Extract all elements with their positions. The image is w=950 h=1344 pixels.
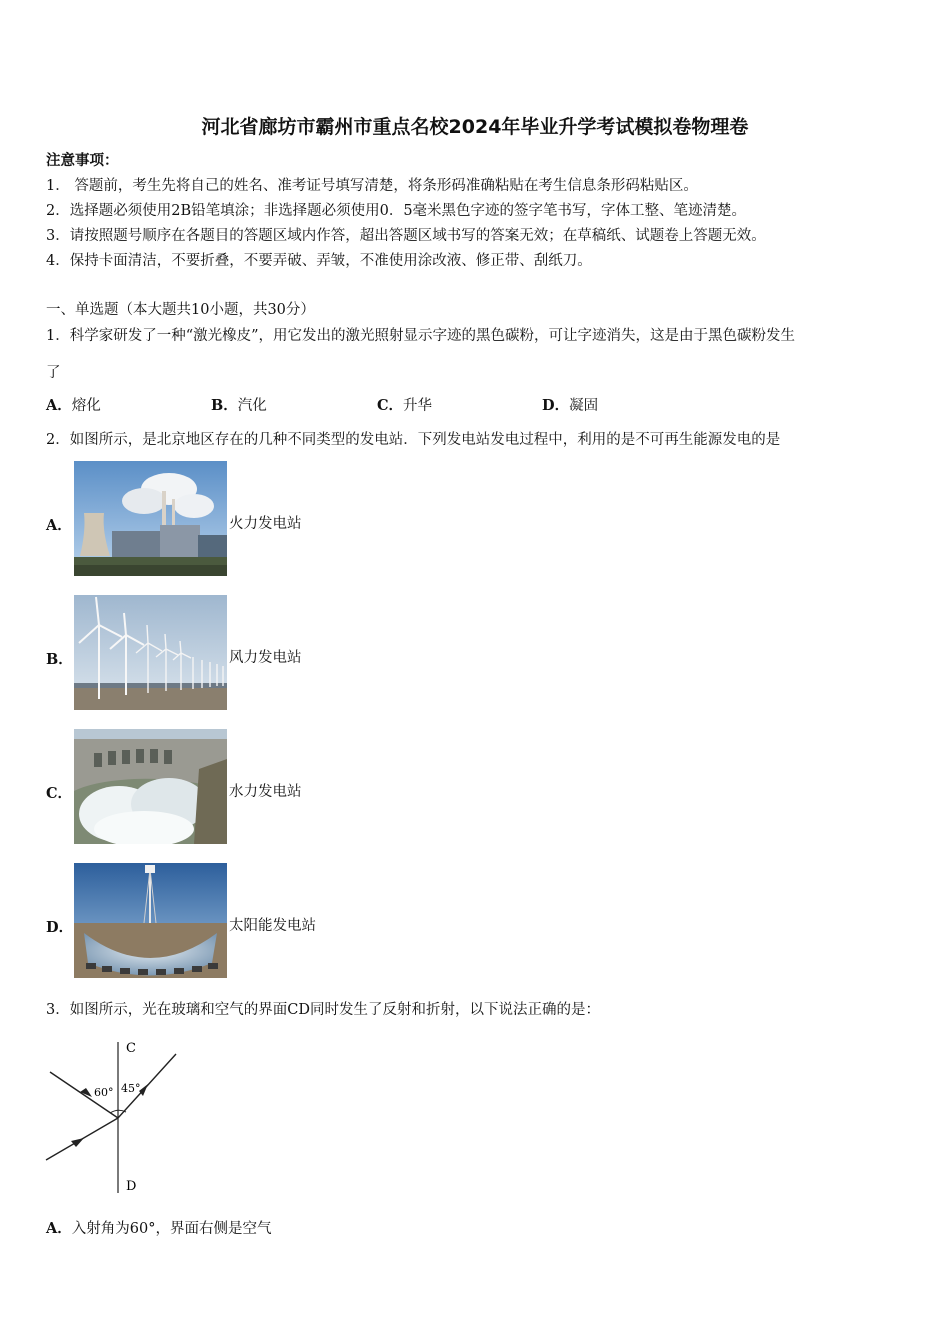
option-label: A． [46, 1220, 72, 1237]
refraction-diagram [40, 1038, 190, 1198]
option-label: C． [377, 397, 404, 414]
q2-option-d-label: D． [46, 919, 74, 936]
notice-item-1: 1． 答题前，考生先将自己的姓名、准考证号填写清楚，将条形码准确粘贴在考生信息条形码粘贴区。 [46, 178, 698, 194]
wind-power-photo [74, 595, 227, 710]
angle-60-label: 60° [94, 1086, 114, 1099]
angle-45-label: 45° [121, 1082, 141, 1095]
q2-option-b-label: B． [46, 651, 73, 668]
thermal-power-photo [74, 461, 227, 576]
notice-item-2: 2．选择题必须使用2B铅笔填涂；非选择题必须使用0．5毫米黑色字迹的签字笔书写，字体工整、笔迹清楚。 [46, 203, 747, 219]
notice-heading: 注意事项： [46, 152, 119, 169]
option-text: 升华 [403, 398, 433, 414]
q2-option-b-text: 风力发电站 [229, 650, 302, 666]
option-text: 入射角为60°，界面右侧是空气 [71, 1221, 272, 1237]
q2-stem: 2．如图所示，是北京地区存在的几种不同类型的发电站．下列发电站发电过程中，利用的是不可再生能源发电的是 [46, 432, 781, 448]
q2-option-c-text: 水力发电站 [229, 784, 302, 800]
notice-item-4: 4．保持卡面清洁，不要折叠，不要弄破、弄皱，不准使用涂改液、修正带、刮纸刀。 [46, 253, 592, 269]
option-text: 汽化 [237, 398, 267, 414]
label-d: D [126, 1179, 137, 1194]
notice-item-3: 3．请按照题号顺序在各题目的答题区域内作答，超出答题区域书写的答案无效；在草稿纸、试题卷上答题无效。 [46, 228, 766, 244]
q3-stem: 3．如图所示，光在玻璃和空气的界面CD同时发生了反射和折射，以下说法正确的是： [46, 1002, 600, 1018]
label-c: C [126, 1041, 136, 1056]
option-label: A． [46, 397, 72, 414]
q1-option-a [46, 396, 101, 416]
solar-power-photo [74, 863, 227, 978]
q1-option-b [211, 396, 267, 416]
arrow-head [71, 1138, 84, 1147]
q2-option-d-text: 太阳能发电站 [229, 918, 316, 934]
option-text: 熔化 [71, 398, 101, 414]
option-label: D． [542, 397, 570, 414]
hydro-power-photo [74, 729, 227, 844]
q1-stem-line2: 了 [46, 365, 61, 381]
option-text: 凝固 [569, 398, 599, 414]
q1-option-c [377, 396, 432, 416]
q1-stem-line1: 1．科学家研发了一种“激光橡皮”，用它发出的激光照射显示字迹的黑色碳粉，可让字迹消失，这是由于黑色碳粉发生 [46, 328, 796, 344]
page-title: 河北省廊坊市霸州市重点名校2024年毕业升学考试模拟卷物理卷 [201, 116, 749, 138]
q2-option-c-label: C． [46, 785, 73, 802]
section-heading: 一、单选题（本大题共10小题，共30分） [46, 302, 315, 318]
q1-option-d [542, 396, 598, 416]
q3-option-a [46, 1219, 271, 1239]
q2-option-a-label: A． [46, 517, 72, 534]
option-label: B． [211, 397, 238, 414]
q2-option-a-text: 火力发电站 [229, 516, 302, 532]
